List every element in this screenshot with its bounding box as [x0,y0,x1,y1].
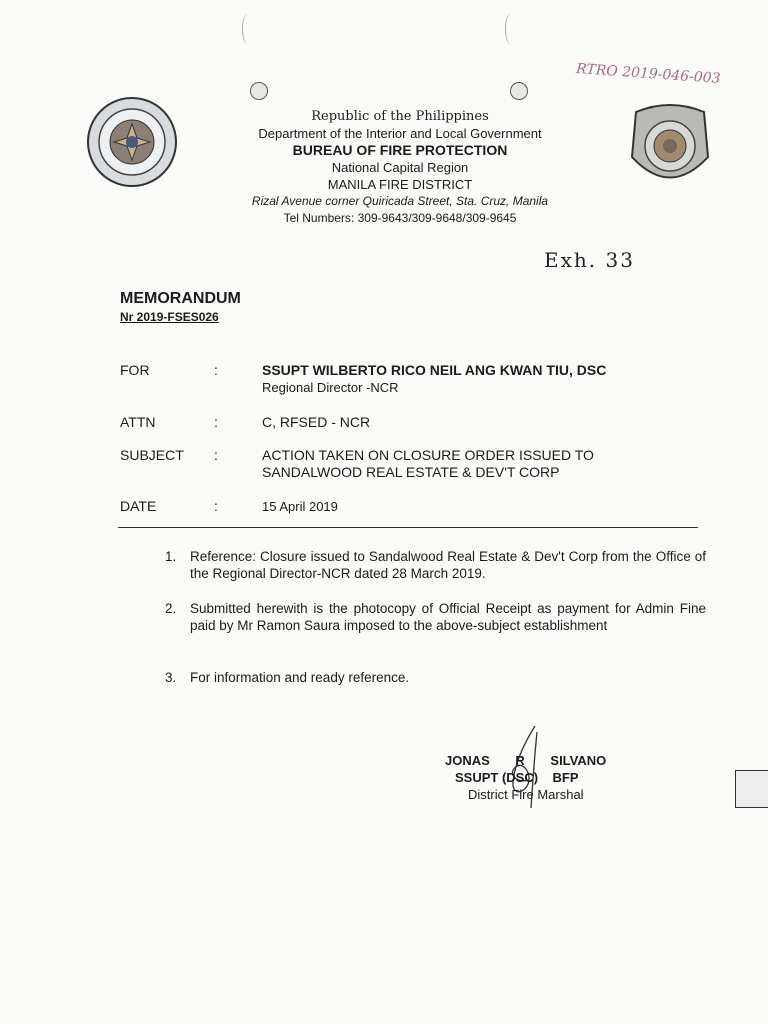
punch-hole [510,82,528,100]
signature-block [445,752,645,803]
signatory-name: JONAS R SILVANO [445,753,607,768]
field-label: ATTN [120,414,156,430]
signatory-title: District Fire Marshal [468,787,584,802]
paragraph-text: Reference: Closure issued to Sandalwood Real Estate & Dev't Corp from the Office of the Regional Director-NCR dated 28 March 2019. [190,549,706,581]
field-value [262,447,682,481]
memo-title: MEMORANDUM [120,290,241,307]
paragraph-text: Submitted herewith is the photocopy of Official Receipt as payment for Admin Fine paid by Mr Ramon Saura imposed to the above-subject establishment [190,601,706,633]
field-value: 15 April 2019 [262,499,338,514]
paragraph-number: 3. [165,670,177,685]
for-name: SSUPT WILBERTO RICO NEIL ANG KWAN TIU, DSC [262,362,607,378]
punch-hole [250,82,268,100]
field-value: C, RFSED - NCR [262,414,371,430]
scan-edge-box [735,770,768,808]
field-colon: : [214,362,218,378]
header-tel: Tel Numbers: 309-9643/309-9648/309-9645 [283,211,517,225]
paragraph-number: 2. [165,601,177,616]
paragraph-text: For information and ready reference. [190,670,410,685]
divider-line [118,527,698,528]
bfp-badge-icon [626,102,714,194]
memo-number: Nr 2019-FSES026 [120,310,219,324]
handwritten-reference-number: RTRO 2019-046-003 [575,60,722,88]
scan-mark [505,14,516,44]
header-region: National Capital Region [331,160,469,175]
field-label: SUBJECT [120,447,184,463]
header-bureau: BUREAU OF FIRE PROTECTION [292,142,508,158]
letterhead [200,108,600,227]
field-value [262,362,682,396]
exhibit-mark: Exh. 33 [544,248,635,272]
dilg-seal-icon [82,96,182,188]
field-colon: : [214,414,218,430]
header-district: MANILA FIRE DISTRICT [327,177,473,192]
subject-line-1: ACTION TAKEN ON CLOSURE ORDER ISSUED TO [262,447,594,463]
header-address: Rizal Avenue corner Quiricada Street, Sta. Cruz, Manila [251,194,549,208]
for-position: Regional Director -NCR [262,380,399,395]
field-label: FOR [120,362,150,378]
subject-line-2: SANDALWOOD REAL ESTATE & DEV'T CORP [262,464,560,480]
field-colon: : [214,447,218,463]
field-colon: : [214,498,218,514]
scan-mark [242,14,253,44]
paragraph-number: 1. [165,549,177,564]
header-republic: Republic of the Philippines [311,109,489,124]
field-label: DATE [120,498,157,514]
signatory-rank: SSUPT (DSC) BFP [455,770,579,785]
header-department: Department of the Interior and Local Government [258,126,542,141]
